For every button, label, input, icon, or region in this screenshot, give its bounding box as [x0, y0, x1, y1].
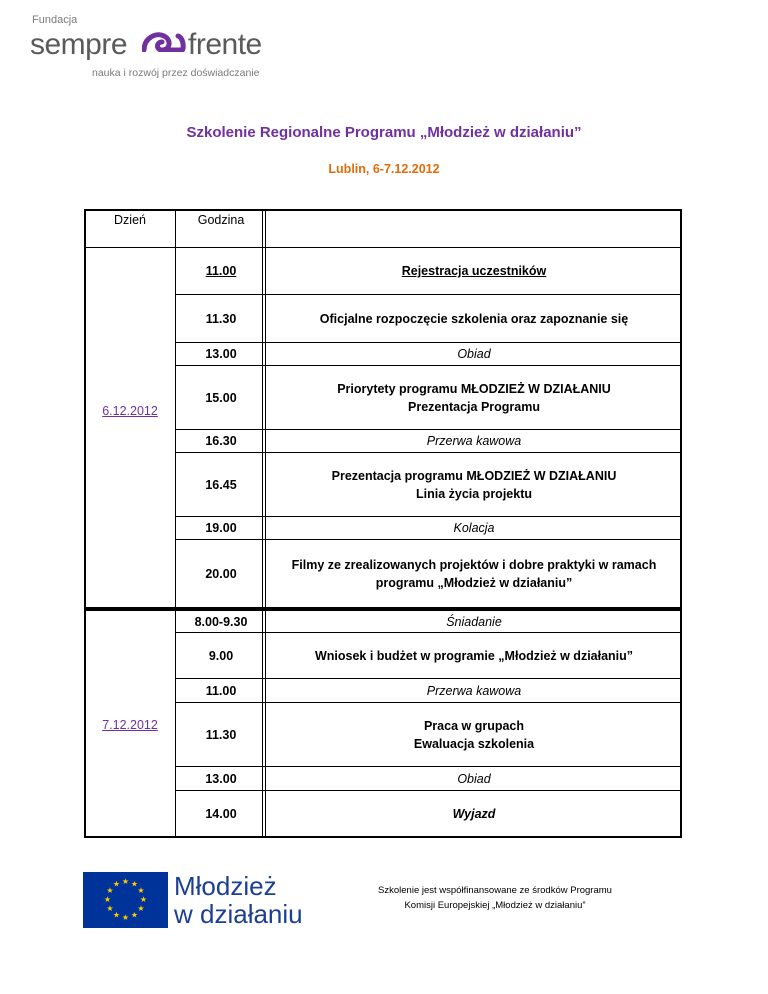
svg-text:★: ★: [139, 895, 148, 904]
svg-text:★: ★: [112, 879, 121, 889]
page-subtitle: Lublin, 6-7.12.2012: [328, 162, 440, 176]
row-time: 20.00: [205, 566, 237, 581]
row-activity: Wyjazd: [452, 807, 496, 821]
logo-word-1: sempre: [30, 28, 128, 61]
row-activity: [266, 703, 682, 766]
activity-line-1: Praca w grupach: [423, 718, 525, 733]
svg-text:★: ★: [106, 886, 114, 895]
activity-line-1: Priorytety programu MŁODZIEŻ W DZIAŁANIU: [337, 381, 611, 396]
activity-line-2: Ewaluacja szkolenia: [413, 736, 535, 751]
row-time: 11.30: [205, 727, 237, 742]
eu-stars-icon: [83, 872, 168, 928]
funding-note: [330, 883, 660, 913]
program-line-1: Młodzież: [174, 871, 277, 901]
activity-line-2: Prezentacja Programu: [408, 399, 540, 414]
day-date: 6.12.2012: [102, 404, 158, 418]
activity-line-2: programu „Młodzież w działaniu”: [375, 575, 573, 590]
row-activity: Kolacja: [453, 521, 495, 535]
row-activity: Rejestracja uczestników: [401, 264, 547, 278]
row-time: 11.30: [205, 311, 237, 326]
svg-text:★: ★: [112, 910, 121, 920]
row-activity: [266, 366, 682, 429]
row-activity: Śniadanie: [446, 614, 502, 629]
header-time: Godzina: [197, 213, 245, 227]
svg-text:★: ★: [130, 910, 139, 920]
row-time: 9.00: [208, 648, 234, 663]
logo-tagline: nauka i rozwój przez doświadczanie: [92, 67, 260, 79]
row-time: 16.30: [205, 434, 237, 448]
row-activity: Obiad: [457, 771, 491, 786]
snail-icon: [142, 30, 186, 52]
header-activity: [266, 209, 682, 231]
svg-text:★: ★: [121, 877, 130, 886]
row-time: 11.00: [205, 264, 237, 278]
row-activity: Przerwa kawowa: [426, 683, 522, 698]
svg-text:★: ★: [121, 913, 130, 922]
row-time: 16.45: [205, 477, 237, 492]
row-time: 13.00: [205, 347, 237, 361]
row-activity: [266, 540, 682, 607]
row-time: 11.00: [205, 683, 237, 698]
day-date: 7.12.2012: [102, 718, 158, 732]
row-activity: Przerwa kawowa: [426, 434, 522, 448]
activity-line-1: Filmy ze zrealizowanych projektów i dobre praktyki w ramach: [291, 557, 657, 572]
foundation-logo: [30, 14, 290, 84]
funding-line-2: Komisji Europejskiej „Młodzież w działaniu”: [404, 900, 586, 911]
row-time: 14.00: [205, 807, 237, 821]
svg-text:★: ★: [130, 879, 139, 889]
svg-text:★: ★: [106, 904, 114, 913]
funding-line-1: Szkolenie jest współfinansowane ze środków Programu: [378, 885, 612, 896]
row-activity: [266, 453, 682, 516]
logo-prefix: Fundacja: [32, 14, 78, 26]
logo-word-2: frente: [188, 28, 262, 61]
activity-line-1: Prezentacja programu MŁODZIEŻ W DZIAŁANIU: [331, 468, 617, 483]
row-activity: Oficjalne rozpoczęcie szkolenia oraz zapoznanie się: [319, 311, 629, 326]
row-time: 13.00: [205, 771, 237, 786]
program-logo-text: [174, 872, 303, 928]
program-line-2: w działaniu: [174, 899, 303, 929]
row-time: 8.00-9.30: [194, 614, 248, 629]
eu-flag: [83, 872, 168, 928]
svg-text:★: ★: [103, 895, 112, 904]
activity-line-2: Linia życia projektu: [415, 486, 532, 501]
svg-text:★: ★: [137, 886, 145, 895]
row-activity: Wniosek i budżet w programie „Młodzież w działaniu”: [314, 648, 634, 663]
header-day: Dzień: [114, 213, 146, 227]
page-title: Szkolenie Regionalne Programu „Młodzież w działaniu”: [186, 124, 582, 141]
row-activity: Obiad: [457, 347, 491, 361]
row-time: 15.00: [205, 390, 237, 405]
row-time: 19.00: [205, 521, 237, 535]
svg-text:★: ★: [137, 904, 145, 913]
